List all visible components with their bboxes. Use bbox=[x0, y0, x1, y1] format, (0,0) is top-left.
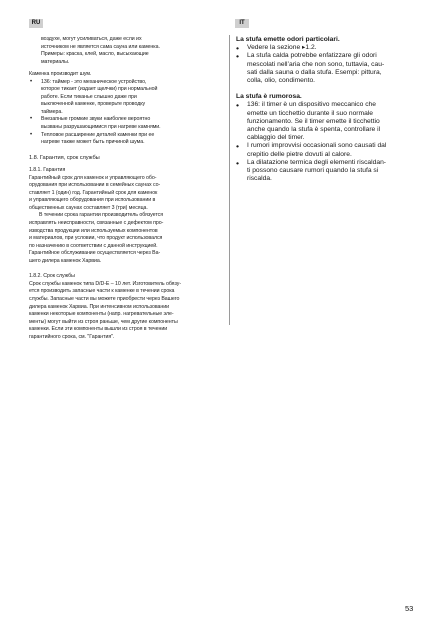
page-number: 53 bbox=[405, 604, 414, 613]
text-line: Примеры: краска, клей, масло, высыхающие bbox=[41, 51, 149, 58]
text-line: изводства продукции или используемых компонентов bbox=[29, 227, 158, 234]
ru-warranty-heading: 1.8.1. Гарантия bbox=[29, 167, 66, 174]
text-line: менты) могут выйти из строя раньше, чем другие компоненты bbox=[29, 318, 178, 325]
text-line: • La stufa calda potrebbe enfatizzare gli odori bbox=[247, 52, 377, 60]
text-line: • Vedere la sezione ▸1.2. bbox=[247, 44, 317, 52]
ru-top-paragraph bbox=[29, 36, 224, 66]
text-line: В течении срока гарантии производитель обязуется bbox=[39, 212, 164, 219]
list-item bbox=[236, 142, 411, 158]
text-line: colla, olio, condimento. bbox=[247, 77, 316, 85]
russian-column bbox=[29, 36, 224, 341]
text-line: Гарантийное обслуживание осуществляется через Ва- bbox=[29, 250, 161, 257]
text-line: sati dalla sauna o dalla stufa. Esempi: pittura, bbox=[247, 68, 382, 76]
text-line: воздухе, могут усиливаться, даже если их bbox=[41, 36, 142, 42]
it-odor-heading: La stufa emette odori particolari. bbox=[236, 36, 340, 43]
text-line: материалы. bbox=[41, 58, 70, 65]
ru-warranty-paragraph-2 bbox=[29, 212, 224, 265]
text-line: дилера каменок Харвиа. При интенсивном использовании bbox=[29, 303, 170, 310]
text-line: службы. Запасные части вы можете приобрести через Вашего bbox=[29, 295, 180, 302]
text-line: работе. Если тиканье слышно даже при bbox=[41, 93, 137, 100]
text-line: • I rumori improvvisi occasionali sono causati dal bbox=[247, 142, 387, 150]
text-line: выключенной каменке, проверьте проводку bbox=[41, 101, 146, 108]
text-line: ti possono causare rumori quando la stufa si bbox=[247, 167, 379, 175]
text-line: riscalda. bbox=[247, 175, 272, 183]
column-divider bbox=[229, 35, 230, 325]
it-odor-list bbox=[236, 44, 411, 85]
text-line: funzionamento. Se il timer emette il ticchettio bbox=[247, 117, 380, 125]
text-line: которое тикает (издает щелчки) при нормальной bbox=[41, 86, 158, 93]
list-item bbox=[29, 79, 224, 117]
text-line: mescolati nell’aria che non sono, tuttavia, cau- bbox=[247, 60, 385, 68]
text-line: по назначению в соответствии с данной инструкцией. bbox=[29, 242, 158, 249]
list-item bbox=[236, 52, 411, 85]
text-line: anche quando la stufa è spenta, controllare il bbox=[247, 126, 381, 134]
text-line: • Тепловое расширение деталей каменки при ее bbox=[41, 131, 155, 138]
text-line: нагреве также может быть причиной шума. bbox=[41, 139, 145, 146]
text-line: ется производить запасные части к каменке в течении срока bbox=[29, 288, 175, 295]
text-line: • Внезапные громкие звуки наиболее вероятно bbox=[41, 116, 151, 123]
list-item bbox=[29, 116, 224, 131]
text-line: emette un ticchettio durante il suo normale bbox=[247, 109, 374, 117]
text-line: • 136: таймер - это механическое устройство, bbox=[41, 78, 147, 85]
text-line: каменки некоторые компоненты (напр. нагревательные эле- bbox=[29, 311, 174, 318]
italian-column bbox=[236, 36, 411, 183]
text-line: шего дилера каменок Харвиа. bbox=[29, 257, 102, 264]
text-line: общественных саунах составляет 3 (три) месяца. bbox=[29, 204, 148, 211]
language-tag-ru: RU bbox=[29, 19, 43, 28]
list-item bbox=[29, 132, 224, 147]
text-line: • 136: il timer è un dispositivo meccanico che bbox=[247, 101, 376, 109]
text-line: Срок службы каменок типа D/D-E – 10 лет. Изготовитель обязу- bbox=[29, 280, 182, 287]
text-line: каменки. Если эти компоненты вышли из строя в течении bbox=[29, 326, 168, 333]
text-line: Гарантийный срок для каменок и управляющего обо- bbox=[29, 174, 157, 181]
list-item bbox=[236, 44, 411, 52]
text-line: орудования при использовании в семейных саунах со- bbox=[29, 182, 161, 189]
text-line: ставляет 1 (один) год. Гарантийный срок для каменок bbox=[29, 189, 158, 196]
it-noise-heading: La stufa è rumorosa. bbox=[236, 93, 302, 101]
text-line: cablaggio del timer. bbox=[247, 134, 305, 142]
ru-lifetime-paragraph bbox=[29, 281, 224, 341]
text-line: crepitio delle pietre dovuti al calore. bbox=[247, 150, 352, 158]
ru-warranty-paragraph-1 bbox=[29, 175, 224, 213]
ru-noise-heading: Каменка производит шум. bbox=[29, 71, 92, 78]
text-line: • La dilatazione termica degli elementi riscaldan- bbox=[247, 158, 387, 166]
ru-noise-list bbox=[29, 79, 224, 147]
list-item bbox=[236, 101, 411, 142]
text-line: и материалов, при условии, что продукт использовался bbox=[29, 235, 163, 242]
text-line: вызваны разрушающимися при нагреве камнями. bbox=[41, 124, 161, 131]
ru-section-heading: 1.8. Гарантия, срок службы bbox=[29, 154, 100, 161]
language-tag-it: IT bbox=[235, 19, 249, 28]
ru-lifetime-heading: 1.8.2. Срок службы bbox=[29, 273, 75, 280]
text-line: таймера. bbox=[41, 108, 63, 115]
list-item bbox=[236, 159, 411, 184]
text-line: источником не является сама сауна или каменка. bbox=[41, 43, 160, 50]
it-noise-list bbox=[236, 101, 411, 183]
text-line: исправлять неисправности, связанные с дефектом про- bbox=[29, 220, 164, 227]
text-line: гарантийного срока, см. "Гарантия". bbox=[29, 333, 115, 340]
text-line: и управляющего оборудования при использовании в bbox=[29, 197, 156, 204]
